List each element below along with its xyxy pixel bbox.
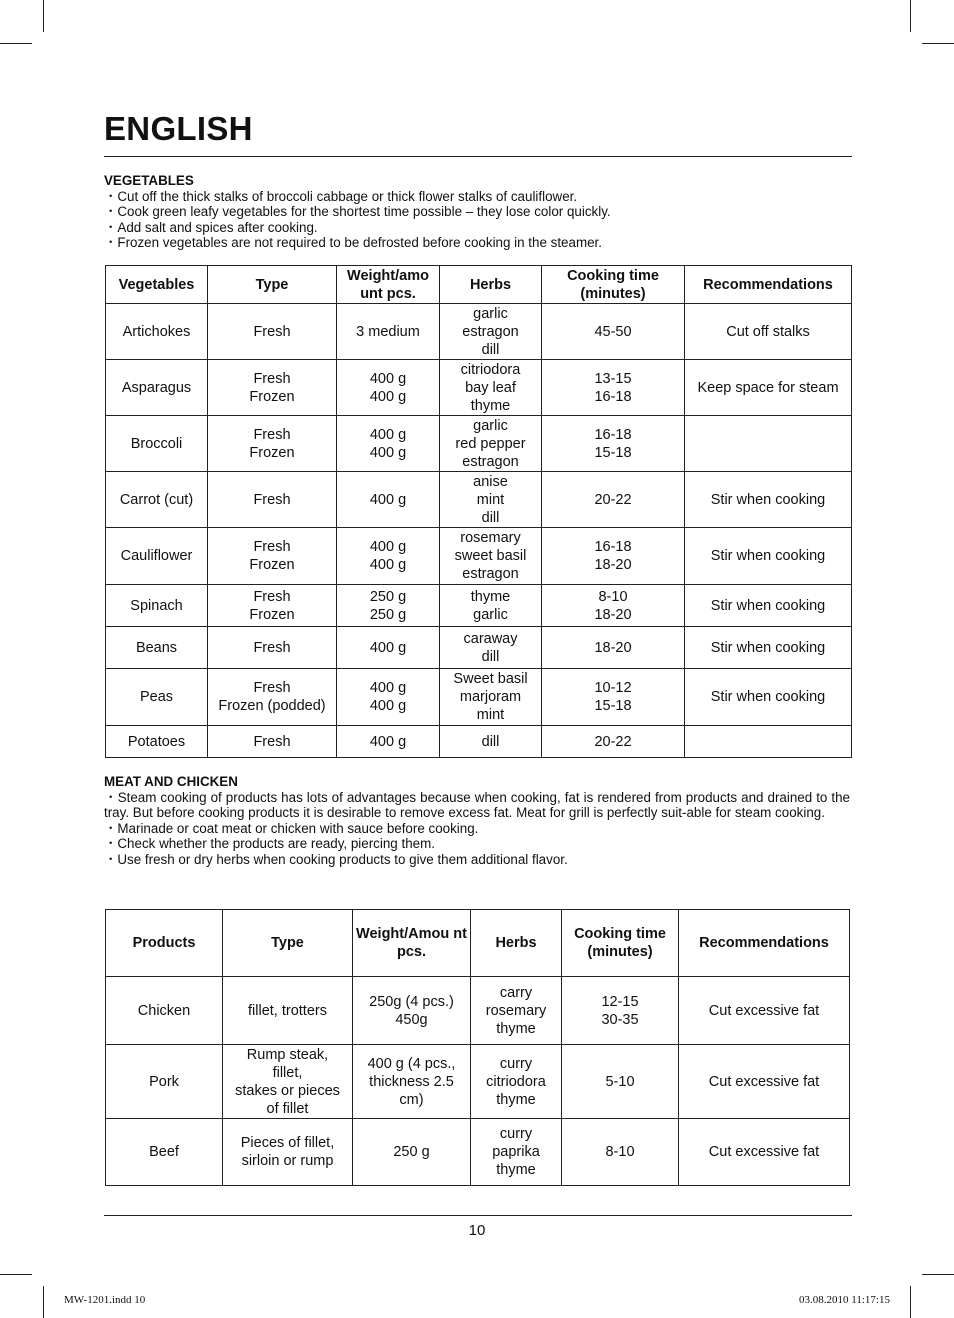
footer-file: MW-1201.indd 10 <box>64 1294 146 1306</box>
meat-section <box>104 774 850 867</box>
bullet-mark: ・ <box>104 219 118 235</box>
table-cell: garlic red pepper estragon <box>440 416 542 472</box>
table-cell: citriodora bay leaf thyme <box>440 360 542 416</box>
bullet-text: Marinade or coat meat or chicken with sauce before cooking. <box>117 820 479 836</box>
vegetables-table <box>105 265 852 758</box>
table-cell: 400 g <box>337 726 440 758</box>
table-cell: Chicken <box>106 977 223 1045</box>
table-cell: Peas <box>106 669 208 726</box>
table-cell: curry paprika thyme <box>471 1119 562 1186</box>
column-header: Recommendations <box>685 266 852 304</box>
table-cell: 18-20 <box>542 627 685 669</box>
table-cell: dill <box>440 726 542 758</box>
table-row <box>106 726 852 758</box>
table-cell: Stir when cooking <box>685 669 852 726</box>
table-cell: Fresh <box>208 627 337 669</box>
title-rule <box>104 156 852 157</box>
table-cell: Rump steak, fillet, stakes or pieces of fillet <box>223 1045 353 1119</box>
table-cell: curry citriodora thyme <box>471 1045 562 1119</box>
table-cell: Fresh <box>208 726 337 758</box>
table-cell: Fresh Frozen <box>208 585 337 627</box>
column-header: Type <box>223 910 353 977</box>
bullet-item <box>104 189 850 205</box>
bullet-item <box>104 852 850 868</box>
column-header: Products <box>106 910 223 977</box>
column-header: Type <box>208 266 337 304</box>
table-cell: Keep space for steam <box>685 360 852 416</box>
table-row <box>106 669 852 726</box>
bullet-text: Cook green leafy vegetables for the shortest time possible – they lose color quickly. <box>117 204 611 219</box>
column-header: Weight/amo unt pcs. <box>337 266 440 304</box>
table-cell: garlic estragon dill <box>440 304 542 360</box>
table-cell: Cut excessive fat <box>679 1119 850 1186</box>
table-row <box>106 627 852 669</box>
table-cell: fillet, trotters <box>223 977 353 1045</box>
meat-table <box>105 909 850 1186</box>
page-number: 10 <box>468 1222 486 1239</box>
table-cell: 400 g 400 g <box>337 360 440 416</box>
table-row <box>106 1119 850 1186</box>
bullet-item <box>104 235 850 251</box>
bullet-text: Use fresh or dry herbs when cooking products to give them additional flavor. <box>117 851 568 867</box>
table-cell: thyme garlic <box>440 585 542 627</box>
bullet-mark: ・ <box>104 235 118 250</box>
column-header: Weight/Amou nt pcs. <box>353 910 471 977</box>
table-cell: Cut off stalks <box>685 304 852 360</box>
table-row <box>106 1045 850 1119</box>
table-cell: Fresh <box>208 304 337 360</box>
crop-mark <box>910 0 911 32</box>
bullet-mark: ・ <box>104 188 118 204</box>
table-cell: 250 g <box>353 1119 471 1186</box>
table-row <box>106 360 852 416</box>
bullet-text: Add salt and spices after cooking. <box>117 219 318 235</box>
table-header-row <box>106 266 852 304</box>
table-cell: 5-10 <box>562 1045 679 1119</box>
crop-mark <box>922 43 954 44</box>
table-cell: Pork <box>106 1045 223 1119</box>
table-row <box>106 472 852 528</box>
bullet-item <box>104 790 850 821</box>
column-header: Herbs <box>471 910 562 977</box>
table-cell: 12-15 30-35 <box>562 977 679 1045</box>
column-header: Recommendations <box>679 910 850 977</box>
table-row <box>106 416 852 472</box>
column-header: Cooking time (minutes) <box>562 910 679 977</box>
table-cell: 20-22 <box>542 472 685 528</box>
footer-timestamp: 03.08.2010 11:17:15 <box>799 1294 890 1306</box>
table-cell: Fresh <box>208 472 337 528</box>
bullet-item <box>104 204 850 220</box>
page-title: ENGLISH <box>104 110 253 147</box>
bullet-text: Steam cooking of products has lots of advantages because when cooking, fat is rendered from products and drained to the tray. But before cooking products it is desirable to remove excess fat. Meat for grill is perfectly suit-able for steam cooking. <box>104 789 851 820</box>
table-cell <box>685 726 852 758</box>
table-cell: Fresh Frozen <box>208 528 337 585</box>
crop-mark <box>922 1274 954 1275</box>
crop-mark <box>43 0 44 32</box>
bullet-item <box>104 821 850 837</box>
meat-bullets <box>104 790 850 868</box>
table-cell: Potatoes <box>106 726 208 758</box>
table-cell: carry rosemary thyme <box>471 977 562 1045</box>
table-row <box>106 528 852 585</box>
table-cell: Beans <box>106 627 208 669</box>
table-cell: Sweet basil marjoram mint <box>440 669 542 726</box>
vegetables-heading: VEGETABLES <box>104 173 194 188</box>
table-cell: 250g (4 pcs.) 450g <box>353 977 471 1045</box>
bullet-mark: ・ <box>104 204 118 219</box>
bullet-mark: ・ <box>104 836 118 851</box>
table-cell: Stir when cooking <box>685 627 852 669</box>
table-cell: Stir when cooking <box>685 585 852 627</box>
bullet-item <box>104 836 850 852</box>
crop-mark <box>0 1274 32 1275</box>
crop-mark <box>910 1286 911 1318</box>
table-cell: Artichokes <box>106 304 208 360</box>
meat-heading: MEAT AND CHICKEN <box>104 774 238 789</box>
table-cell: anise mint dill <box>440 472 542 528</box>
table-cell: caraway dill <box>440 627 542 669</box>
table-cell: Fresh Frozen <box>208 360 337 416</box>
table-cell: 250 g 250 g <box>337 585 440 627</box>
table-cell: 13-15 16-18 <box>542 360 685 416</box>
table-cell: 400 g 400 g <box>337 416 440 472</box>
table-cell: 16-18 15-18 <box>542 416 685 472</box>
table-cell <box>685 416 852 472</box>
table-cell: Stir when cooking <box>685 472 852 528</box>
table-cell: Cauliflower <box>106 528 208 585</box>
bullet-item <box>104 220 850 236</box>
table-cell: Stir when cooking <box>685 528 852 585</box>
table-cell: Broccoli <box>106 416 208 472</box>
vegetables-bullets <box>104 189 850 251</box>
column-header: Vegetables <box>106 266 208 304</box>
table-row <box>106 304 852 360</box>
table-cell: 400 g <box>337 627 440 669</box>
column-header: Herbs <box>440 266 542 304</box>
footer-rule <box>104 1215 852 1216</box>
table-header-row <box>106 910 850 977</box>
crop-mark <box>43 1286 44 1318</box>
table-cell: Beef <box>106 1119 223 1186</box>
column-header: Cooking time (minutes) <box>542 266 685 304</box>
table-cell: Spinach <box>106 585 208 627</box>
table-cell: Asparagus <box>106 360 208 416</box>
table-cell: 400 g 400 g <box>337 669 440 726</box>
table-cell: 45-50 <box>542 304 685 360</box>
vegetables-section <box>104 173 850 251</box>
table-cell: 20-22 <box>542 726 685 758</box>
crop-mark <box>0 43 32 44</box>
table-row <box>106 585 852 627</box>
table-row <box>106 977 850 1045</box>
table-cell: Cut excessive fat <box>679 977 850 1045</box>
table-cell: 8-10 <box>562 1119 679 1186</box>
table-cell: rosemary sweet basil estragon <box>440 528 542 585</box>
bullet-mark: ・ <box>104 820 118 836</box>
bullet-mark: ・ <box>104 789 118 805</box>
table-cell: 400 g (4 pcs., thickness 2.5 cm) <box>353 1045 471 1119</box>
table-cell: Carrot (cut) <box>106 472 208 528</box>
table-cell: Fresh Frozen (podded) <box>208 669 337 726</box>
table-cell: 3 medium <box>337 304 440 360</box>
table-cell: 8-10 18-20 <box>542 585 685 627</box>
table-cell: Fresh Frozen <box>208 416 337 472</box>
table-cell: Cut excessive fat <box>679 1045 850 1119</box>
bullet-text: Check whether the products are ready, piercing them. <box>117 836 435 851</box>
table-cell: 400 g 400 g <box>337 528 440 585</box>
table-cell: 10-12 15-18 <box>542 669 685 726</box>
bullet-mark: ・ <box>104 851 118 867</box>
table-cell: 400 g <box>337 472 440 528</box>
table-cell: 16-18 18-20 <box>542 528 685 585</box>
bullet-text: Frozen vegetables are not required to be defrosted before cooking in the steamer. <box>117 235 602 250</box>
table-cell: Pieces of fillet, sirloin or rump <box>223 1119 353 1186</box>
bullet-text: Cut off the thick stalks of broccoli cabbage or thick flower stalks of cauliflower. <box>117 188 578 204</box>
